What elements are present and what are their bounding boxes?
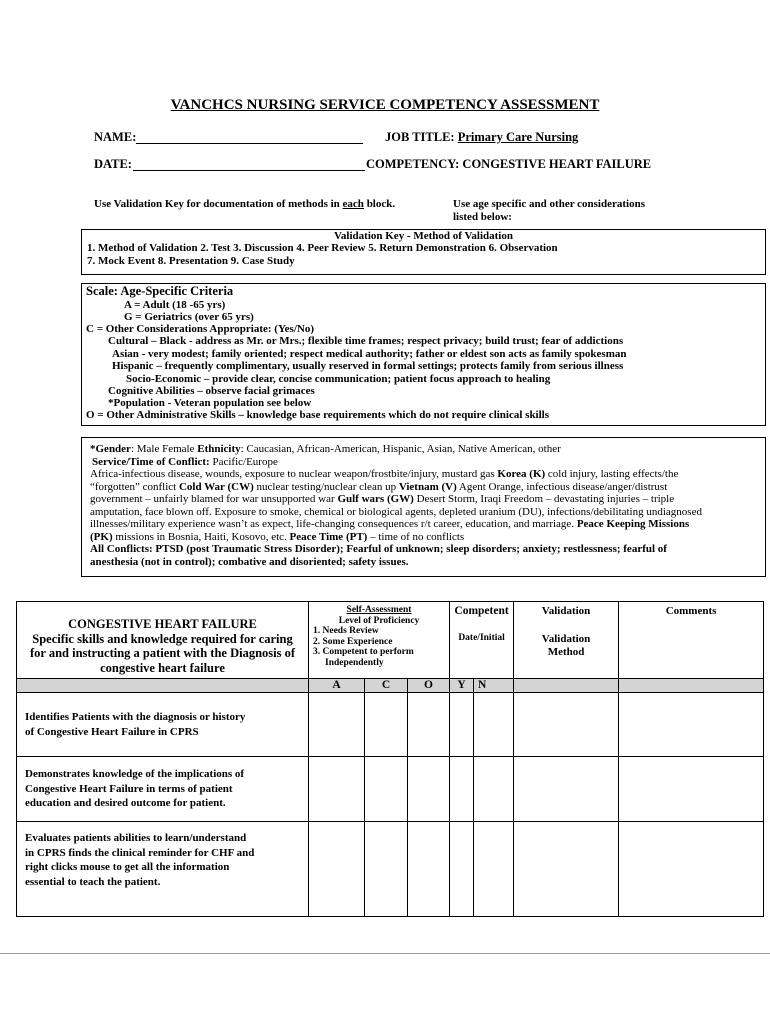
validation-key-line2: 7. Mock Event 8. Presentation 9. Case Study xyxy=(87,255,295,267)
self-assessment-level-1: 1. Needs Review xyxy=(313,626,379,637)
competent-label: Competent xyxy=(454,605,509,617)
gender-conflict-box xyxy=(81,437,766,577)
row-3-line1: Evaluates patients abilities to learn/understand xyxy=(25,832,247,844)
col-n: N xyxy=(474,679,514,693)
validation-method xyxy=(514,633,618,658)
row-3-cell-y[interactable] xyxy=(450,822,474,917)
row-3-description xyxy=(17,822,309,917)
conflict-text: government – unfairly blamed for war unsupported war xyxy=(90,493,338,505)
scale-hispanic: Hispanic – frequently complimentary, usually reserved in formal settings; protects family from serious illness xyxy=(112,360,624,372)
self-assessment-title: Self-Assessment xyxy=(346,605,412,615)
heading-line2: Specific skills and knowledge required for caring xyxy=(32,631,293,646)
row-1-description xyxy=(17,693,309,757)
service-text: Pacific/Europe xyxy=(209,455,278,468)
row-1-cell-o[interactable] xyxy=(408,693,450,757)
conflict-line-3 xyxy=(90,468,678,480)
conflict-text: Agent Orange, infectious disease/anger/distrust xyxy=(456,480,668,493)
row-3-line2: in CPRS finds the clinical reminder for CHF and xyxy=(25,846,255,859)
row-1-cell-validation[interactable] xyxy=(514,693,619,757)
gulf-wars-label: Gulf wars (GW) xyxy=(337,493,414,505)
conflict-line-6: amputation, face blown off. Exposure to smoke, chemical or biological agents, depleted uranium (DU), infections/debilitating undiagnosed xyxy=(90,505,702,518)
row-2-cell-a[interactable] xyxy=(309,757,365,822)
heading-line1: CONGESTIVE HEART FAILURE xyxy=(68,617,257,631)
competency-label-text: COMPETENCY: xyxy=(366,157,460,171)
job-title-value: Primary Care Nursing xyxy=(457,130,579,144)
row-2-cell-validation[interactable] xyxy=(514,757,619,822)
scale-socio-economic: Socio-Economic – provide clear, concise communication; patient focus approach to healing xyxy=(126,373,551,385)
row-3-cell-o[interactable] xyxy=(408,822,450,917)
table-row xyxy=(17,822,764,917)
date-label: DATE: xyxy=(94,157,132,171)
heading-line4: congestive heart failure xyxy=(100,660,225,675)
comments-header: Comments xyxy=(619,602,764,679)
conflict-line-8 xyxy=(90,531,464,543)
conflict-line-5 xyxy=(90,493,674,505)
scale-adult: A = Adult (18 -65 yrs) xyxy=(124,299,226,311)
scale-asian: Asian - very modest; family oriented; respect medical authority; father or eldest son acts as family spokesman xyxy=(112,348,627,360)
self-assessment-header xyxy=(309,602,450,679)
self-assessment-level-3: 3. Competent to perform xyxy=(313,647,414,658)
row-3-line4: essential to teach the patient. xyxy=(25,875,161,888)
scale-geriatrics: G = Geriatrics (over 65 yrs) xyxy=(124,311,254,323)
ethnicity-text: : Caucasian, African-American, Hispanic, Asian, Native American, other xyxy=(240,443,561,455)
row-1-cell-c[interactable] xyxy=(365,693,408,757)
all-conflicts-line: All Conflicts: PTSD (post Traumatic Stress Disorder); Fearful of unknown; sleep disorders; anxiety; restlessness; fearful of xyxy=(90,543,667,555)
row-2-line1: Demonstrates knowledge of the implications of xyxy=(25,768,245,781)
all-conflicts-line-2: anesthesia (not in control); combative and disoriented; safety issues. xyxy=(90,555,409,568)
vietnam-label: Vietnam (V) xyxy=(398,480,457,493)
row-2-cell-y[interactable] xyxy=(450,757,474,822)
gender-text: : Male Female xyxy=(130,443,198,455)
scale-title: Scale: Age-Specific Criteria xyxy=(86,284,234,298)
validation-instruction xyxy=(94,198,395,210)
job-title-label xyxy=(385,130,578,145)
date-field[interactable] xyxy=(133,170,365,171)
gender-label: *Gender xyxy=(90,443,131,455)
row-3-cell-validation[interactable] xyxy=(514,822,619,917)
validation-key-title: Validation Key - Method of Validation xyxy=(334,230,513,242)
gray-spacer xyxy=(514,679,619,693)
row-2-cell-c[interactable] xyxy=(365,757,408,822)
col-c: C xyxy=(365,679,408,693)
validation-method-line2: Method xyxy=(547,645,585,658)
row-3-cell-c[interactable] xyxy=(365,822,408,917)
instruction-text: Use Validation Key for documentation of methods in xyxy=(94,198,343,210)
competency-value: CONGESTIVE HEART FAILURE xyxy=(462,157,652,171)
gray-spacer xyxy=(17,679,309,693)
col-o: O xyxy=(408,679,450,693)
conflict-text: “forgotten” conflict xyxy=(90,480,179,493)
scale-cognitive: Cognitive Abilities – observe facial grimaces xyxy=(108,385,315,397)
instruction-emphasis: each xyxy=(342,198,364,210)
col-a-label: A xyxy=(332,679,341,691)
row-2-cell-o[interactable] xyxy=(408,757,450,822)
age-instruction-line1: Use age specific and other considerations xyxy=(453,198,645,210)
validation-key-line1: 1. Method of Validation 2. Test 3. Discussion 4. Peer Review 5. Return Demonstration 6. Observation xyxy=(87,242,558,254)
conflict-text: cold injury, lasting effects/the xyxy=(545,468,679,480)
date-initial-label: Date/Initial xyxy=(458,633,505,643)
korea-label: Korea (K) xyxy=(497,468,546,480)
column-key-row xyxy=(17,679,764,693)
conflict-line-4 xyxy=(90,481,667,493)
self-assessment-subtitle: Level of Proficiency xyxy=(338,615,420,626)
scale-other-admin: O = Other Administrative Skills – knowledge base requirements which do not require clinical skills xyxy=(86,409,550,421)
row-2-line3: education and desired outcome for patient. xyxy=(25,797,226,810)
row-1-cell-y[interactable] xyxy=(450,693,474,757)
self-assessment-level-2: 2. Some Experience xyxy=(313,636,393,647)
pk-label: (PK) xyxy=(90,530,113,543)
row-1-cell-comments[interactable] xyxy=(619,693,764,757)
heading-line3: for and instructing a patient with the Diagnosis of xyxy=(29,646,296,660)
job-title-label-text: JOB TITLE: xyxy=(385,130,455,144)
validation-header xyxy=(514,602,619,679)
competency-label xyxy=(366,157,651,172)
cold-war-label: Cold War (CW) xyxy=(178,480,254,493)
conflict-text: Africa-infectious disease, wounds, exposure to nuclear weapon/frostbite/injury, mustard gas xyxy=(90,468,498,480)
table-row xyxy=(17,757,764,822)
row-1-line2: of Congestive Heart Failure in CPRS xyxy=(25,725,199,738)
age-instruction-line2: listed below: xyxy=(453,210,512,223)
conflict-text: nuclear testing/nuclear clean up xyxy=(253,480,399,493)
gray-spacer xyxy=(619,679,764,693)
conflict-text: illnesses/military experience wasn’t as expect, life-changing consequences r/t career, education, and marriage. xyxy=(90,518,577,530)
row-1-cell-a[interactable] xyxy=(309,693,365,757)
row-1-cell-n[interactable] xyxy=(474,693,514,757)
competent-header xyxy=(450,602,514,679)
row-2-cell-n[interactable] xyxy=(474,757,514,822)
instruction-text-end: block. xyxy=(363,198,396,210)
validation-method-line1: Validation xyxy=(541,633,591,645)
row-3-cell-n[interactable] xyxy=(474,822,514,917)
table-row xyxy=(17,693,764,757)
row-3-line3: right clicks mouse to get all the information xyxy=(25,861,230,873)
name-label: NAME: xyxy=(94,130,137,144)
scale-box xyxy=(81,283,766,426)
row-2-description xyxy=(17,757,309,822)
gender-line xyxy=(90,443,561,455)
name-field[interactable] xyxy=(136,143,363,144)
competency-table xyxy=(16,601,764,917)
page-title: VANCHCS NURSING SERVICE COMPETENCY ASSESSMENT xyxy=(170,97,600,113)
scale-population: *Population - Veteran population see below xyxy=(108,397,312,409)
conflict-text: missions in Bosnia, Haiti, Kosovo, etc. xyxy=(112,530,290,543)
ethnicity-label: Ethnicity xyxy=(197,443,241,455)
validation-key-box xyxy=(81,229,766,275)
col-y: Y xyxy=(450,679,474,693)
peace-keeping-label: Peace Keeping Missions xyxy=(576,518,690,530)
service-label: Service/Time of Conflict: xyxy=(92,455,210,468)
peace-time-label: Peace Time (PT) xyxy=(289,530,368,543)
service-line xyxy=(92,456,278,468)
validation-label: Validation xyxy=(541,605,591,617)
table-header-row xyxy=(17,602,764,679)
scale-other-considerations: C = Other Considerations Appropriate: (Yes/No) xyxy=(86,323,314,335)
col-a xyxy=(309,679,365,693)
table-heading xyxy=(17,602,309,679)
self-assessment-level-3b: Independently xyxy=(325,657,384,668)
row-2-cell-comments[interactable] xyxy=(619,757,764,822)
row-3-cell-a[interactable] xyxy=(309,822,365,917)
row-1-line1: Identifies Patients with the diagnosis or history xyxy=(25,711,246,723)
conflict-line-7 xyxy=(90,518,689,530)
row-3-cell-comments[interactable] xyxy=(619,822,764,917)
scale-cultural: Cultural – Black - address as Mr. or Mrs.; flexible time frames; respect privacy; build trust; fear of addictions xyxy=(108,335,624,347)
conflict-text: Desert Storm, Iraqi Freedom – devastating injuries – triple xyxy=(413,493,675,505)
row-2-line2: Congestive Heart Failure in terms of patient xyxy=(25,782,233,795)
conflict-text: – time of no conflicts xyxy=(367,530,465,543)
age-instruction xyxy=(453,198,645,223)
page-divider xyxy=(0,953,770,954)
